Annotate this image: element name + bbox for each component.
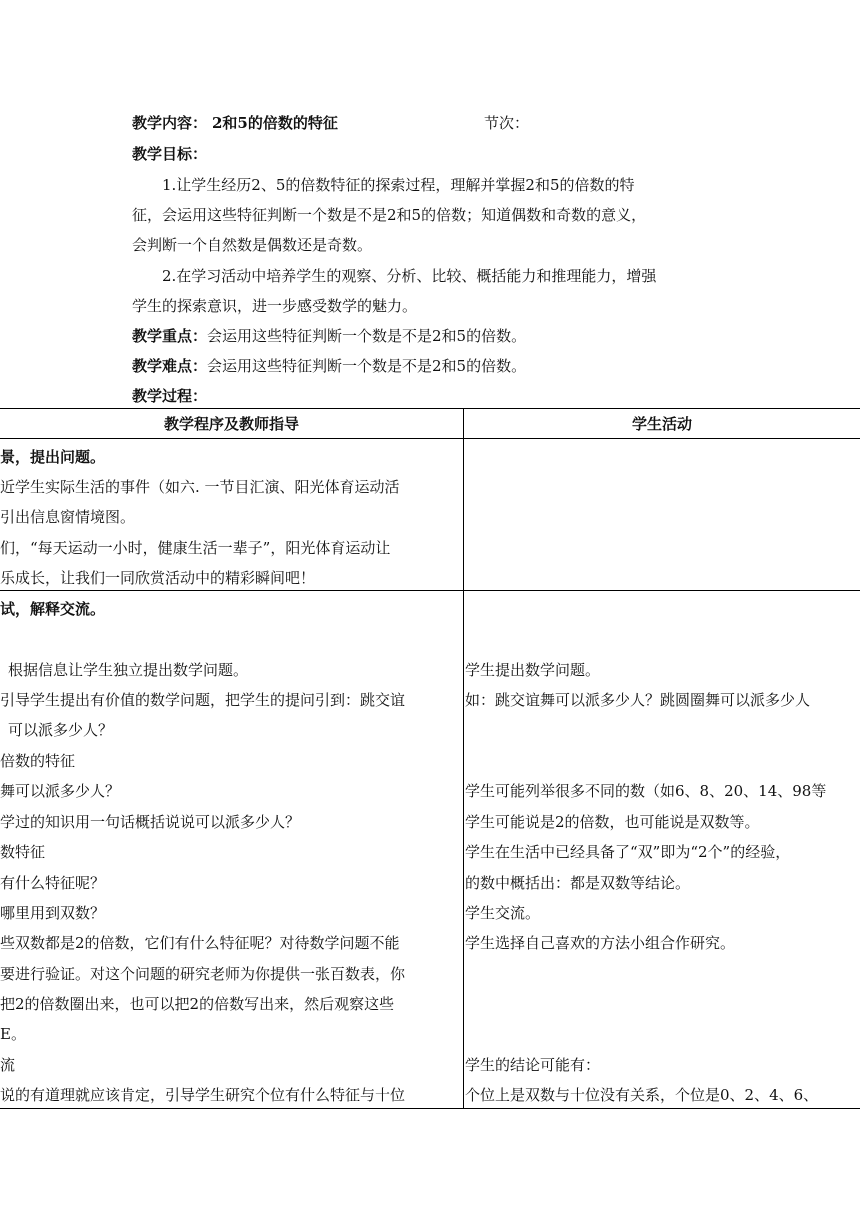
right-line: 如：跳交谊舞可以派多少人？跳圆圈舞可以派多少人: [465, 691, 811, 709]
left-line: 们，“每天运动一小时，健康生活一辈子”，阳光体育运动让: [0, 539, 391, 557]
left-line: 根据信息让学生独立提出数学问题。: [8, 661, 249, 679]
left-line: 有什么特征呢？: [0, 874, 106, 892]
left-line: 数特征: [0, 843, 46, 861]
right-column-header: 学生活动: [631, 415, 692, 433]
left-line: 流: [0, 1056, 16, 1074]
difficult-point-label: 教学难点：: [132, 357, 208, 375]
right-line: 学生的结论可能有：: [465, 1056, 601, 1074]
key-point: [132, 326, 526, 346]
left-line: 舞可以派多少人？: [0, 782, 121, 800]
left-line: 景，提出问题。: [0, 448, 106, 466]
left-line: 学过的知识用一句话概括说说可以派多少人？: [0, 813, 301, 831]
left-line: 说的有道理就应该肯定，引导学生研究个位有什么特征与十位: [0, 1086, 406, 1104]
right-line: 学生可能列举很多不同的数（如6、8、20、14、98等: [465, 782, 827, 800]
right-line: 学生在生活中已经具备了“双”即为“2个”的经验，: [465, 843, 791, 861]
table-column-divider: [463, 408, 464, 1109]
left-line: E。: [0, 1025, 26, 1043]
right-line: 个位上是双数与十位没有关系，个位是0、2、4、6、: [465, 1086, 819, 1104]
left-line: 引导学生提出有价值的数学问题，把学生的提问引到：跳交谊: [0, 691, 406, 709]
left-line: 可以派多少人？: [8, 721, 114, 739]
section-label: 节次：: [484, 114, 530, 132]
difficult-point: [132, 356, 526, 376]
right-line: 学生提出数学问题。: [465, 661, 601, 679]
content-value: 2和5的倍数的特征: [212, 114, 338, 132]
left-line: 近学生实际生活的事件（如六. 一节目汇演、阳光体育运动活: [0, 478, 400, 496]
goal-2-line-2: 学生的探索意识，进一步感受数学的魅力。: [132, 297, 418, 315]
left-line: 引出信息窗情境图。: [0, 508, 136, 526]
left-line: 试，解释交流。: [0, 600, 106, 618]
key-point-text: 会运用这些特征判断一个数是不是2和5的倍数。: [207, 327, 527, 345]
right-line: 的数中概括出：都是双数等结论。: [465, 874, 691, 892]
table-row-divider: [0, 590, 860, 591]
right-line: 学生可能说是2的倍数，也可能说是双数等。: [465, 813, 760, 831]
key-point-label: 教学重点：: [132, 327, 208, 345]
right-line: 学生选择自己喜欢的方法小组合作研究。: [465, 934, 736, 952]
left-line: 倍数的特征: [0, 752, 76, 770]
goal-1-line-2: 征，会运用这些特征判断一个数是不是2和5的倍数；知道偶数和奇数的意义，: [132, 206, 647, 224]
goals-label: 教学目标：: [132, 145, 208, 163]
left-line: 把2的倍数圈出来，也可以把2的倍数写出来，然后观察这些: [0, 995, 395, 1013]
content-label: 教学内容：: [132, 114, 208, 132]
process-label: 教学过程：: [132, 387, 208, 405]
left-line: 要进行验证。对这个问题的研究老师为你提供一张百数表，你: [0, 965, 406, 983]
goal-1-line-3: 会判断一个自然数是偶数还是奇数。: [132, 236, 373, 254]
difficult-point-text: 会运用这些特征判断一个数是不是2和5的倍数。: [207, 357, 527, 375]
goal-2-line-1: 2.在学习活动中培养学生的观察、分析、比较、概括能力和推理能力，增强: [162, 267, 657, 285]
goal-1-line-1: 1.让学生经历2、5的倍数特征的探索过程，理解并掌握2和5的倍数的特: [162, 176, 635, 194]
left-line: 些双数都是2的倍数，它们有什么特征呢？对待数学问题不能: [0, 934, 400, 952]
left-line: 哪里用到双数？: [0, 904, 106, 922]
left-line: 乐成长，让我们一同欣赏活动中的精彩瞬间吧！: [0, 569, 316, 587]
table-top-border: [0, 408, 860, 409]
table-bottom-border: [0, 1108, 860, 1109]
table-header-divider: [0, 438, 860, 439]
left-column-header: 教学程序及教师指导: [163, 415, 299, 433]
right-line: 学生交流。: [465, 904, 541, 922]
